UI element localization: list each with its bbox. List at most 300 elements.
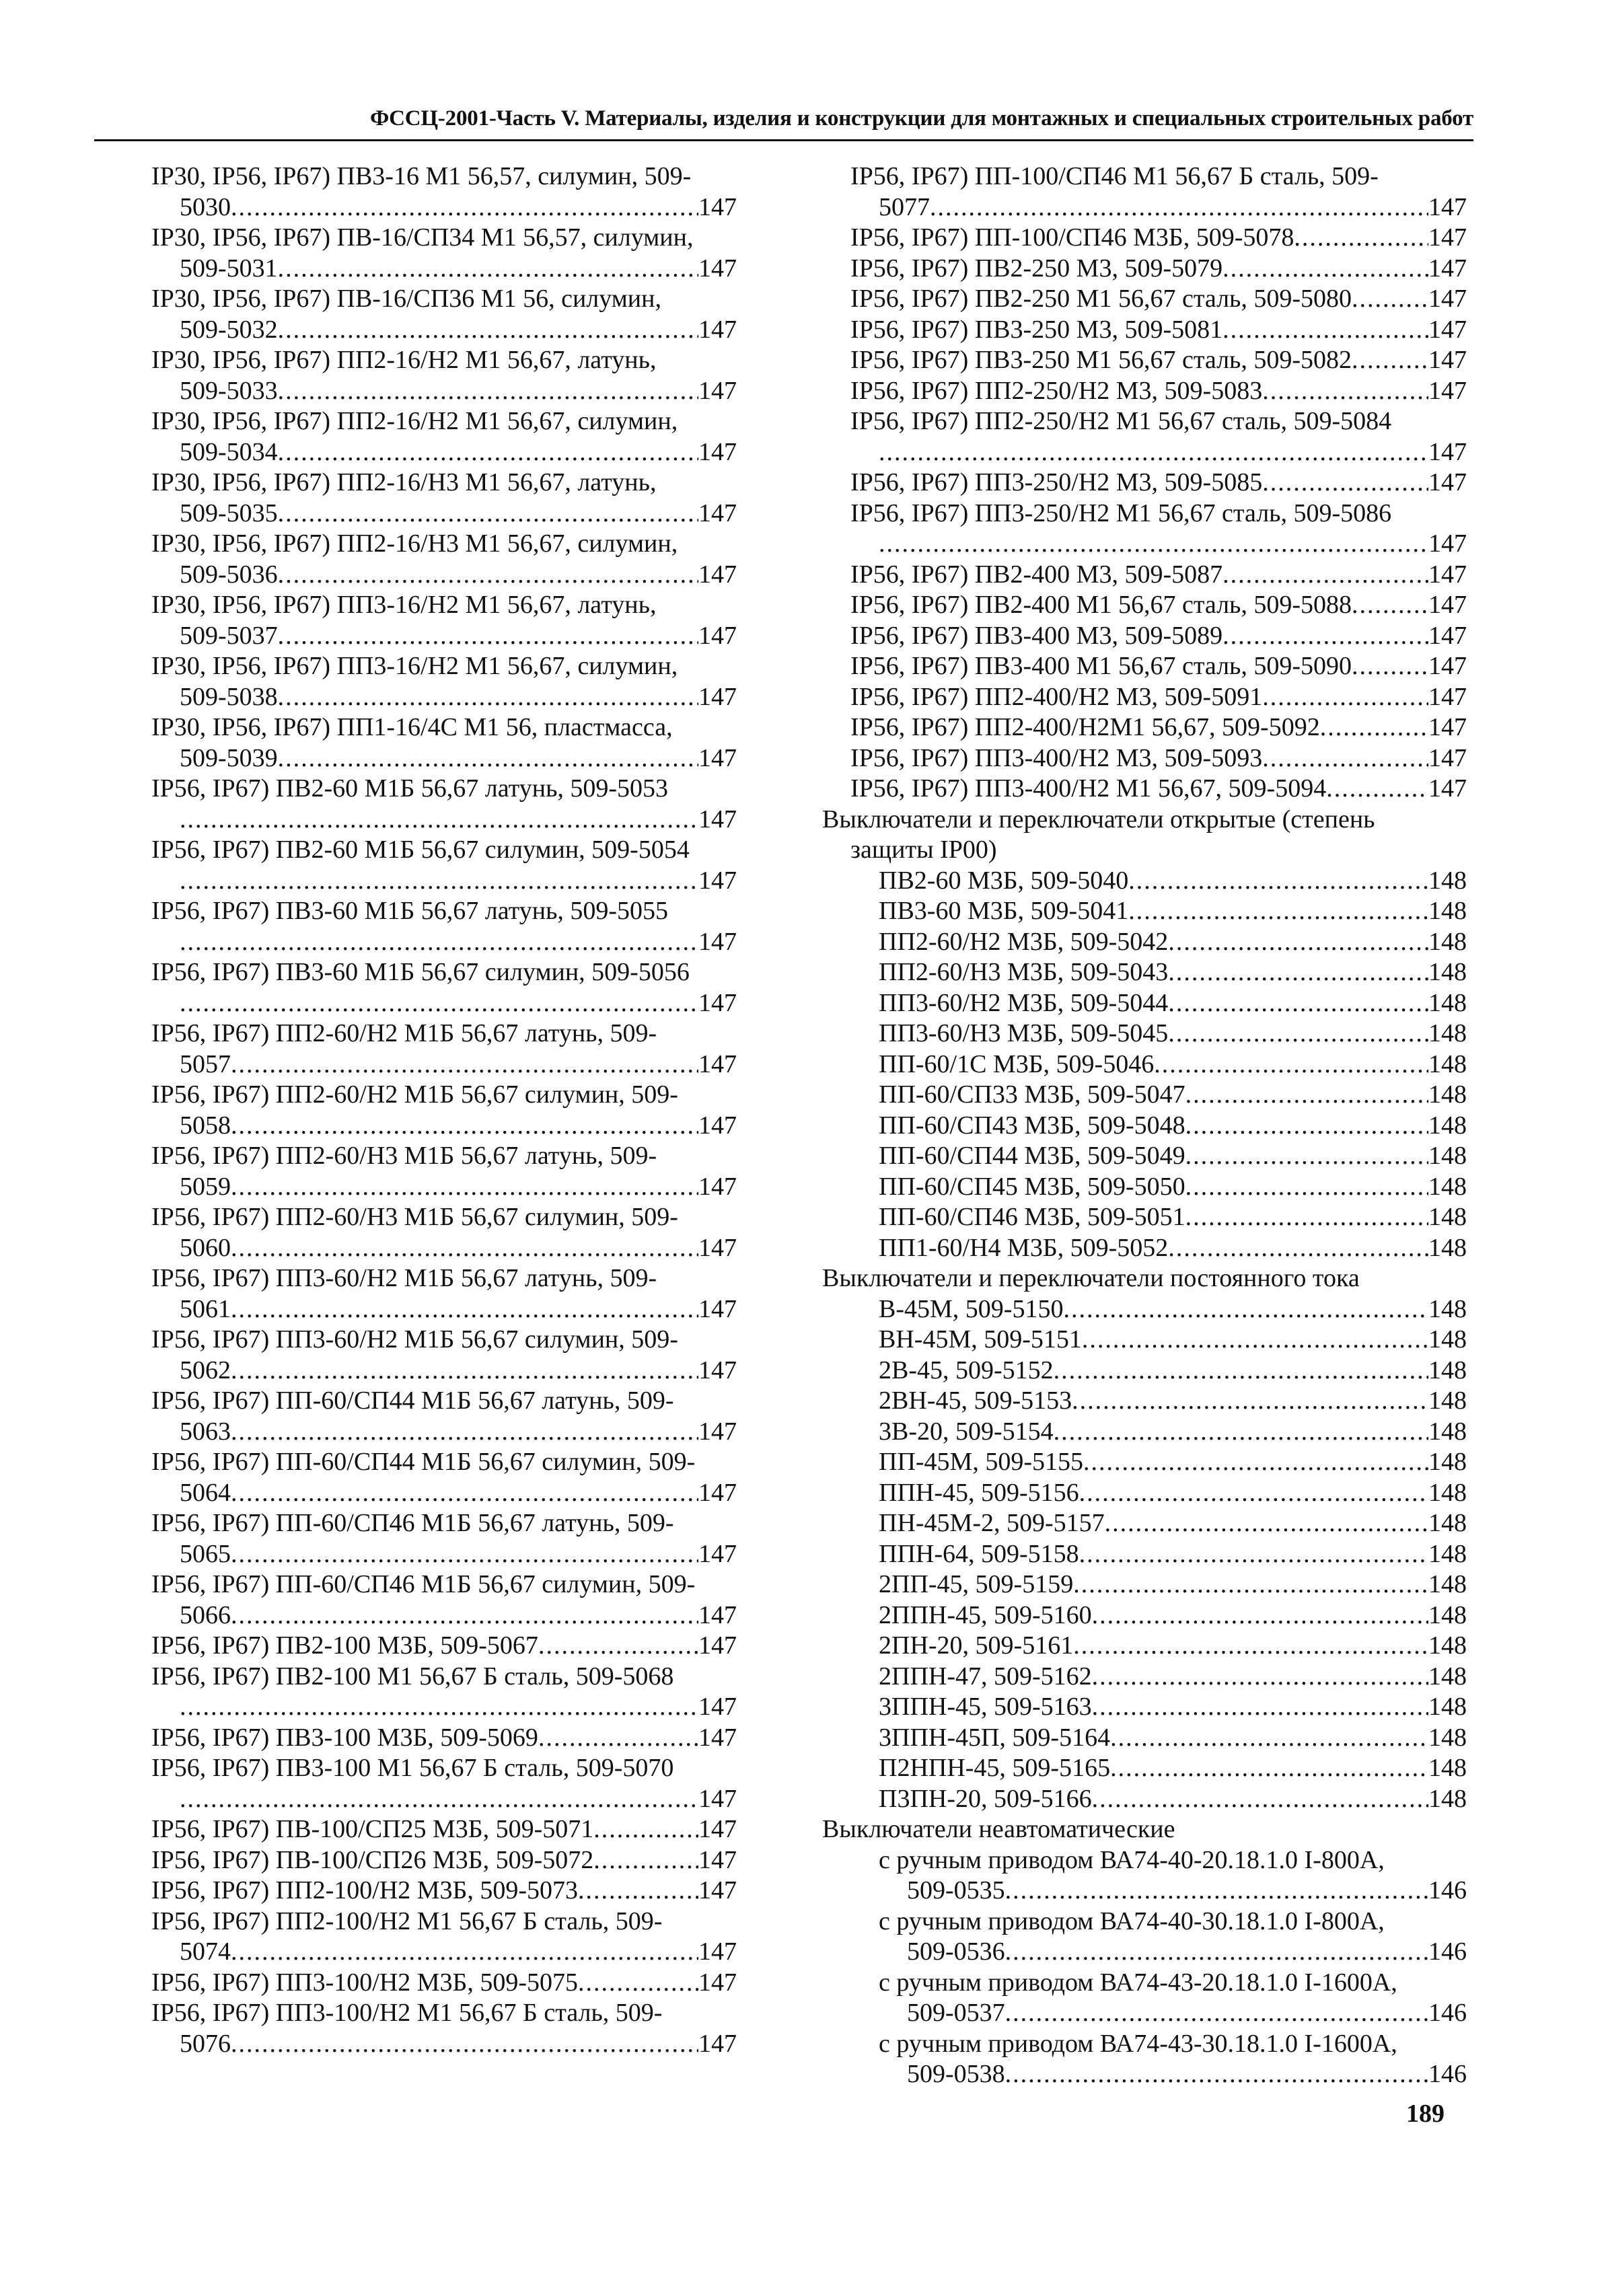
entry-text: 2ПП-45, 509-5159 xyxy=(879,1570,1074,1598)
entry-text: 5064 xyxy=(180,1478,231,1507)
entry-text: ПП3-60/Н3 М3Б, 509-5045 xyxy=(879,1019,1169,1047)
entry-text: IP56, IP67) ПП2-60/Н3 М1Б 56,67 латунь, 509- xyxy=(151,1142,657,1170)
entry-text: В-45М, 509-5150 xyxy=(879,1294,1064,1323)
entry-text: ПП-60/СП44 М3Б, 509-5049 xyxy=(879,1142,1185,1170)
dot-leader xyxy=(231,1937,698,1968)
entry-text: 509-5039 xyxy=(180,743,278,772)
index-column-right xyxy=(822,161,1467,2090)
index-entry-line xyxy=(822,223,1467,254)
entry-text: с ручным приводом ВА74-43-20.18.1.0 I-1600A, xyxy=(879,1968,1397,1997)
dot-leader xyxy=(1222,254,1428,285)
index-entry-line xyxy=(151,2029,737,2060)
entry-page-ref: 148 xyxy=(1428,1233,1467,1262)
dot-leader xyxy=(1262,682,1428,713)
index-entry-line xyxy=(151,774,737,805)
entry-text: IP56, IP67) ПП-60/СП46 М1Б 56,67 силумин, 509- xyxy=(151,1570,696,1598)
dot-leader xyxy=(231,1111,698,1142)
dot-leader xyxy=(1222,315,1428,346)
entry-text: IP30, IP56, IP67) ПП3-16/Н2 М1 56,67, латунь, xyxy=(151,591,657,619)
index-entry-line xyxy=(151,345,737,376)
index-entry-line xyxy=(822,529,1467,560)
index-entry-line xyxy=(151,1294,737,1325)
dot-leader xyxy=(1326,774,1428,805)
index-entry-line xyxy=(151,1631,737,1662)
entry-text: IP56, IP67) ПП3-400/Н2 М1 56,67, 509-5094 xyxy=(850,774,1327,803)
entry-text: 509-0537 xyxy=(907,1999,1005,2027)
entry-page-ref: 148 xyxy=(1428,958,1467,986)
entry-page-ref: 148 xyxy=(1428,1723,1467,1752)
entry-page-ref: 148 xyxy=(1428,1294,1467,1323)
index-entry-line xyxy=(151,1723,737,1754)
entry-text: IP56, IP67) ПП2-250/Н2 М3, 509-5083 xyxy=(850,376,1263,405)
index-entry-line xyxy=(151,1263,737,1294)
entry-text: IP56, IP67) ПП3-60/Н2 М1Б 56,67 латунь, 509- xyxy=(151,1264,657,1292)
entry-text: 5062 xyxy=(180,1356,231,1384)
index-entry-line xyxy=(151,1784,737,1815)
entry-text: 2ВН-45, 509-5153 xyxy=(879,1386,1072,1415)
entry-text: IP56, IP67) ПВ-100/СП26 М3Б, 509-5072 xyxy=(151,1845,594,1874)
index-entry-line xyxy=(822,1906,1467,1937)
dot-leader xyxy=(1073,1569,1428,1600)
dot-leader xyxy=(231,1294,698,1325)
index-entry-line xyxy=(822,1692,1467,1723)
entry-page-ref: 147 xyxy=(698,1968,737,1997)
entry-text: защиты IP00) xyxy=(850,836,997,864)
index-entry-line xyxy=(822,651,1467,682)
entry-text: IP56, IP67) ПВ2-400 М3, 509-5087 xyxy=(850,560,1223,589)
entry-text: 2ПН-20, 509-5161 xyxy=(879,1631,1074,1660)
entry-text: П3ПН-20, 509-5166 xyxy=(879,1784,1092,1813)
index-entry-line xyxy=(822,1049,1467,1080)
dot-leader xyxy=(879,437,1428,468)
index-column-left xyxy=(151,161,737,2059)
entry-text: ПВ2-60 М3Б, 509-5040 xyxy=(879,866,1129,895)
dot-leader xyxy=(930,192,1428,223)
entry-page-ref: 147 xyxy=(698,1876,737,1904)
index-entry-line xyxy=(822,1662,1467,1693)
entry-text: Выключатели неавтоматические xyxy=(822,1815,1175,1843)
entry-text: IP56, IP67) ПП3-100/Н2 М3Б, 509-5075 xyxy=(151,1968,579,1997)
index-entry-line xyxy=(822,406,1467,437)
dot-leader xyxy=(180,805,698,836)
entry-text: ПП3-60/Н2 М3Б, 509-5044 xyxy=(879,988,1169,1017)
entry-text: ППН-64, 509-5158 xyxy=(879,1539,1079,1568)
dot-leader xyxy=(231,1049,698,1080)
entry-text: 5077 xyxy=(879,192,930,221)
entry-text: IP56, IP67) ПП-100/СП46 М3Б, 509-5078 xyxy=(850,223,1294,252)
dot-leader xyxy=(231,2029,698,2060)
index-entry-line xyxy=(822,1294,1467,1325)
entry-text: IP56, IP67) ПП3-250/Н2 М1 56,67 сталь, 509-5086 xyxy=(850,498,1392,527)
entry-page-ref: 148 xyxy=(1428,1356,1467,1384)
dot-leader xyxy=(578,1968,698,1999)
entry-page-ref: 148 xyxy=(1428,1570,1467,1598)
dot-leader xyxy=(1168,1019,1428,1049)
index-entry-line xyxy=(151,192,737,223)
entry-page-ref: 148 xyxy=(1428,1325,1467,1354)
dot-leader xyxy=(231,1478,698,1509)
dot-leader xyxy=(1005,1876,1428,1906)
entry-page-ref: 147 xyxy=(698,743,737,772)
index-entry-line xyxy=(151,498,737,529)
entry-page-ref: 148 xyxy=(1428,927,1467,956)
index-entry-line xyxy=(822,1447,1467,1478)
index-entry-line xyxy=(151,805,737,836)
page-header: ФССЦ-2001-Часть V. Материалы, изделия и конструкции для монтажных и специальных строительных работ xyxy=(370,106,1473,131)
entry-text: 509-5035 xyxy=(180,498,278,527)
entry-page-ref: 148 xyxy=(1428,1509,1467,1537)
dot-leader xyxy=(278,560,698,591)
index-entry-line xyxy=(822,1417,1467,1448)
index-entry-line xyxy=(151,866,737,897)
index-entry-line xyxy=(151,529,737,560)
dot-leader xyxy=(1185,1202,1428,1233)
entry-text: IP56, IP67) ПП2-250/Н2 М1 56,67 сталь, 509-5084 xyxy=(850,407,1392,435)
index-entry-line xyxy=(151,1141,737,1172)
entry-text: IP56, IP67) ПВ2-250 М1 56,67 сталь, 509-5080 xyxy=(850,285,1352,313)
entry-text: с ручным приводом ВА74-40-30.18.1.0 I-800A, xyxy=(879,1906,1385,1935)
dot-leader xyxy=(1294,223,1428,254)
dot-leader xyxy=(1092,1692,1428,1723)
index-entry-line xyxy=(151,1753,737,1784)
index-entry-line xyxy=(822,743,1467,774)
entry-page-ref: 148 xyxy=(1428,1386,1467,1415)
index-entry-line xyxy=(151,621,737,652)
index-entry-line xyxy=(151,1325,737,1356)
index-entry-line xyxy=(151,1417,737,1448)
index-entry-line xyxy=(822,560,1467,591)
index-entry-line xyxy=(151,1447,737,1478)
index-entry-line xyxy=(151,1233,737,1264)
index-entry-line xyxy=(151,1600,737,1631)
index-entry-line xyxy=(151,1814,737,1845)
dot-leader xyxy=(1168,957,1428,988)
index-entry-line xyxy=(822,315,1467,346)
entry-page-ref: 147 xyxy=(1428,192,1467,221)
dot-leader xyxy=(180,866,698,897)
entry-page-ref: 147 xyxy=(698,1356,737,1384)
entry-text: IP56, IP67) ПВ3-250 М1 56,67 сталь, 509-5082 xyxy=(850,346,1352,374)
entry-text: 509-5033 xyxy=(180,376,278,405)
index-entry-line xyxy=(822,712,1467,743)
entry-text: 3В-20, 509-5154 xyxy=(879,1417,1054,1446)
entry-page-ref: 148 xyxy=(1428,897,1467,925)
index-entry-line xyxy=(822,927,1467,958)
index-entry-line xyxy=(822,2029,1467,2060)
entry-page-ref: 147 xyxy=(1428,713,1467,741)
entry-text: IP56, IP67) ПП2-60/Н2 М1Б 56,67 латунь, 509- xyxy=(151,1019,657,1047)
entry-text: IP56, IP67) ПВ3-400 М1 56,67 сталь, 509-5090 xyxy=(850,652,1352,680)
index-entry-line xyxy=(822,805,1467,836)
entry-text: IP56, IP67) ПП2-400/Н2 М3, 509-5091 xyxy=(850,682,1263,711)
index-entry-line xyxy=(822,1784,1467,1815)
entry-page-ref: 147 xyxy=(698,254,737,283)
index-entry-line xyxy=(151,406,737,437)
entry-text: 3ППН-45, 509-5163 xyxy=(879,1693,1092,1721)
index-entry-line xyxy=(822,1356,1467,1386)
entry-text: 509-5036 xyxy=(180,560,278,589)
entry-text: 5030 xyxy=(180,192,231,221)
index-entry-line xyxy=(822,1202,1467,1233)
dot-leader xyxy=(1005,1998,1428,2029)
entry-page-ref: 147 xyxy=(698,437,737,466)
dot-leader xyxy=(1262,468,1428,498)
dot-leader xyxy=(1072,1386,1428,1417)
dot-leader xyxy=(231,1233,698,1264)
entry-text: IP56, IP67) ПВ3-100 М3Б, 509-5069 xyxy=(151,1723,538,1752)
entry-page-ref: 147 xyxy=(1428,285,1467,313)
entry-page-ref: 148 xyxy=(1428,1172,1467,1201)
entry-page-ref: 147 xyxy=(698,988,737,1017)
entry-text: IP30, IP56, IP67) ПП1-16/4С М1 56, пластмасса, xyxy=(151,713,673,741)
entry-page-ref: 147 xyxy=(1428,376,1467,405)
index-entry-line xyxy=(822,2059,1467,2090)
index-entry-line xyxy=(151,682,737,713)
index-entry-line xyxy=(822,1478,1467,1509)
dot-leader xyxy=(1092,1600,1428,1631)
dot-leader xyxy=(538,1631,698,1662)
entry-text: ПП2-60/Н3 М3Б, 509-5043 xyxy=(879,958,1169,986)
entry-page-ref: 148 xyxy=(1428,1111,1467,1140)
dot-leader xyxy=(1105,1508,1428,1539)
dot-leader xyxy=(231,1539,698,1570)
dot-leader xyxy=(1168,988,1428,1019)
dot-leader xyxy=(1128,896,1428,927)
entry-page-ref: 147 xyxy=(1428,223,1467,252)
entry-page-ref: 147 xyxy=(1428,743,1467,772)
entry-page-ref: 148 xyxy=(1428,1600,1467,1629)
entry-page-ref: 148 xyxy=(1428,1019,1467,1047)
index-entry-line xyxy=(151,376,737,407)
dot-leader xyxy=(1352,284,1428,315)
entry-text: 5058 xyxy=(180,1111,231,1140)
index-entry-line xyxy=(822,1569,1467,1600)
entry-page-ref: 147 xyxy=(698,315,737,344)
entry-text: IP56, IP67) ПВ3-60 М1Б 56,67 латунь, 509-5055 xyxy=(151,897,669,925)
entry-text: IP56, IP67) ПВ2-100 М3Б, 509-5067 xyxy=(151,1631,538,1660)
dot-leader xyxy=(1352,590,1428,621)
dot-leader xyxy=(231,1417,698,1448)
entry-page-ref: 147 xyxy=(698,1172,737,1201)
dot-leader xyxy=(578,1876,698,1906)
dot-leader xyxy=(1005,1937,1428,1968)
index-entry-line xyxy=(822,1172,1467,1203)
entry-text: 2ППН-45, 509-5160 xyxy=(879,1600,1092,1629)
entry-page-ref: 147 xyxy=(1428,560,1467,589)
entry-page-ref: 147 xyxy=(698,1600,737,1629)
dot-leader xyxy=(1110,1723,1428,1754)
entry-page-ref: 147 xyxy=(698,1294,737,1323)
dot-leader xyxy=(1185,1080,1428,1111)
entry-page-ref: 147 xyxy=(698,805,737,834)
entry-text: ПП-60/СП43 М3Б, 509-5048 xyxy=(879,1111,1185,1140)
entry-text: 5061 xyxy=(180,1294,231,1323)
entry-text: 5059 xyxy=(180,1172,231,1201)
dot-leader xyxy=(278,621,698,652)
index-entry-line xyxy=(151,1202,737,1233)
dot-leader xyxy=(278,376,698,407)
entry-page-ref: 147 xyxy=(1428,254,1467,283)
entry-text: 5066 xyxy=(180,1600,231,1629)
entry-text: IP56, IP67) ПП-60/СП44 М1Б 56,67 латунь, 509- xyxy=(151,1386,674,1415)
dot-leader xyxy=(278,315,698,346)
index-entry-line xyxy=(822,896,1467,927)
index-entry-line xyxy=(822,1019,1467,1049)
dot-leader xyxy=(1063,1294,1428,1325)
entry-text: 5060 xyxy=(180,1233,231,1262)
entry-text: ПП-60/1С М3Б, 509-5046 xyxy=(879,1049,1155,1078)
index-entry-line xyxy=(151,315,737,346)
entry-page-ref: 147 xyxy=(1428,529,1467,558)
index-entry-line xyxy=(151,161,737,192)
entry-page-ref: 147 xyxy=(1428,652,1467,680)
dot-leader xyxy=(1185,1111,1428,1142)
entry-text: IP56, IP67) ПП2-60/Н3 М1Б 56,67 силумин, 509- xyxy=(151,1203,678,1231)
entry-page-ref: 147 xyxy=(698,682,737,711)
index-entry-line xyxy=(822,1263,1467,1294)
dot-leader xyxy=(1185,1172,1428,1203)
index-entry-line xyxy=(151,1019,737,1049)
index-entry-line xyxy=(822,1998,1467,2029)
entry-text: IP56, IP67) ПВ-100/СП25 М3Б, 509-5071 xyxy=(151,1815,594,1843)
dot-leader xyxy=(1092,1784,1428,1815)
entry-text: IP56, IP67) ПВ3-100 М1 56,67 Б сталь, 509-5070 xyxy=(151,1754,674,1782)
entry-text: IP56, IP67) ПВ3-60 М1Б 56,67 силумин, 509-5056 xyxy=(151,958,690,986)
index-entry-line xyxy=(151,651,737,682)
index-entry-line xyxy=(151,1386,737,1417)
index-entry-line xyxy=(822,468,1467,498)
entry-page-ref: 147 xyxy=(698,1784,737,1813)
entry-text: IP56, IP67) ПП2-60/Н2 М1Б 56,67 силумин, 509- xyxy=(151,1080,678,1109)
entry-text: IP30, IP56, IP67) ПВ3-16 М1 56,57, силумин, 509- xyxy=(151,162,692,190)
index-entry-line xyxy=(151,590,737,621)
index-entry-line xyxy=(822,1753,1467,1784)
entry-page-ref: 147 xyxy=(698,1049,737,1078)
entry-text: IP30, IP56, IP67) ПВ-16/СП36 М1 56, силумин, xyxy=(151,285,661,313)
dot-leader xyxy=(231,1356,698,1386)
entry-text: IP56, IP67) ПВ3-400 М3, 509-5089 xyxy=(850,621,1223,650)
entry-text: 509-0538 xyxy=(907,2060,1005,2088)
entry-text: IP56, IP67) ПП2-100/Н2 М1 56,67 Б сталь, 509- xyxy=(151,1906,663,1935)
index-entry-line xyxy=(151,1906,737,1937)
dot-leader xyxy=(1128,866,1428,897)
dot-leader xyxy=(879,529,1428,560)
entry-text: 2В-45, 509-5152 xyxy=(879,1356,1054,1384)
entry-page-ref: 147 xyxy=(698,866,737,895)
index-entry-line xyxy=(822,1814,1467,1845)
entry-page-ref: 148 xyxy=(1428,1080,1467,1109)
entry-text: П2НПН-45, 509-5165 xyxy=(879,1754,1111,1782)
entry-text: IP56, IP67) ПП3-250/Н2 М3, 509-5085 xyxy=(850,468,1263,496)
entry-page-ref: 148 xyxy=(1428,1478,1467,1507)
index-entry-line xyxy=(822,1386,1467,1417)
index-entry-line xyxy=(822,957,1467,988)
index-entry-line xyxy=(151,1569,737,1600)
dot-leader xyxy=(1054,1417,1428,1448)
entry-text: Выключатели и переключатели открытые (степень xyxy=(822,805,1375,834)
index-entry-line xyxy=(822,1111,1467,1142)
entry-text: IP56, IP67) ПП3-60/Н2 М1Б 56,67 силумин, 509- xyxy=(151,1325,678,1354)
entry-page-ref: 148 xyxy=(1428,1754,1467,1782)
entry-page-ref: 147 xyxy=(1428,621,1467,650)
index-entry-line xyxy=(822,1723,1467,1754)
header-rule xyxy=(94,139,1473,141)
index-entry-line xyxy=(151,957,737,988)
entry-page-ref: 148 xyxy=(1428,1662,1467,1691)
index-entry-line xyxy=(151,1080,737,1111)
index-entry-line xyxy=(151,1998,737,2029)
dot-leader xyxy=(1168,1233,1428,1264)
entry-page-ref: 147 xyxy=(698,192,737,221)
index-entry-line xyxy=(151,1937,737,1968)
entry-page-ref: 147 xyxy=(1428,437,1467,466)
index-entry-line xyxy=(151,1845,737,1876)
entry-text: ПП-60/СП33 М3Б, 509-5047 xyxy=(879,1080,1185,1109)
entry-page-ref: 147 xyxy=(1428,591,1467,619)
entry-page-ref: 147 xyxy=(1428,774,1467,803)
entry-text: ПП-45М, 509-5155 xyxy=(879,1448,1083,1476)
index-entry-line xyxy=(151,896,737,927)
entry-page-ref: 148 xyxy=(1428,988,1467,1017)
entry-page-ref: 148 xyxy=(1428,1049,1467,1078)
entry-text: 5057 xyxy=(180,1049,231,1078)
index-entry-line xyxy=(151,1968,737,1999)
entry-page-ref: 147 xyxy=(1428,346,1467,374)
index-entry-line xyxy=(151,1692,737,1723)
entry-page-ref: 147 xyxy=(1428,315,1467,344)
entry-text: ПП-60/СП46 М3Б, 509-5051 xyxy=(879,1203,1185,1231)
index-entry-line xyxy=(822,1233,1467,1264)
index-entry-line xyxy=(822,1539,1467,1570)
entry-text: 509-5038 xyxy=(180,682,278,711)
dot-leader xyxy=(593,1814,698,1845)
page-number: 189 xyxy=(1406,2100,1445,2128)
index-entry-line xyxy=(151,743,737,774)
entry-page-ref: 148 xyxy=(1428,1784,1467,1813)
index-entry-line xyxy=(822,1937,1467,1968)
entry-text: IP30, IP56, IP67) ПВ-16/СП34 М1 56,57, силумин, xyxy=(151,223,694,252)
dot-leader xyxy=(1082,1325,1428,1356)
entry-text: 509-5032 xyxy=(180,315,278,344)
dot-leader xyxy=(1185,1141,1428,1172)
index-entry-line xyxy=(151,988,737,1019)
dot-leader xyxy=(538,1723,698,1754)
dot-leader xyxy=(1222,560,1428,591)
dot-leader xyxy=(1079,1539,1428,1570)
index-entry-line xyxy=(822,161,1467,192)
index-entry-line xyxy=(151,712,737,743)
entry-text: ПВ3-60 М3Б, 509-5041 xyxy=(879,897,1129,925)
index-entry-line xyxy=(151,560,737,591)
index-entry-line xyxy=(151,1111,737,1142)
entry-text: IP56, IP67) ПВ2-60 М1Б 56,67 силумин, 509-5054 xyxy=(151,836,690,864)
index-entry-line xyxy=(822,1600,1467,1631)
entry-text: IP56, IP67) ПВ3-250 М3, 509-5081 xyxy=(850,315,1223,344)
entry-page-ref: 148 xyxy=(1428,1631,1467,1660)
dot-leader xyxy=(1083,1447,1428,1478)
dot-leader xyxy=(278,437,698,468)
entry-text: IP56, IP67) ПП3-400/Н2 М3, 509-5093 xyxy=(850,743,1263,772)
entry-text: 509-5034 xyxy=(180,437,278,466)
entry-text: 2ППН-47, 509-5162 xyxy=(879,1662,1092,1691)
entry-text: ПП-60/СП45 М3Б, 509-5050 xyxy=(879,1172,1185,1201)
index-entry-line xyxy=(151,1539,737,1570)
dot-leader xyxy=(231,1600,698,1631)
index-entry-line xyxy=(151,254,737,285)
dot-leader xyxy=(1320,712,1428,743)
entry-page-ref: 147 xyxy=(1428,468,1467,496)
dot-leader xyxy=(1079,1478,1428,1509)
